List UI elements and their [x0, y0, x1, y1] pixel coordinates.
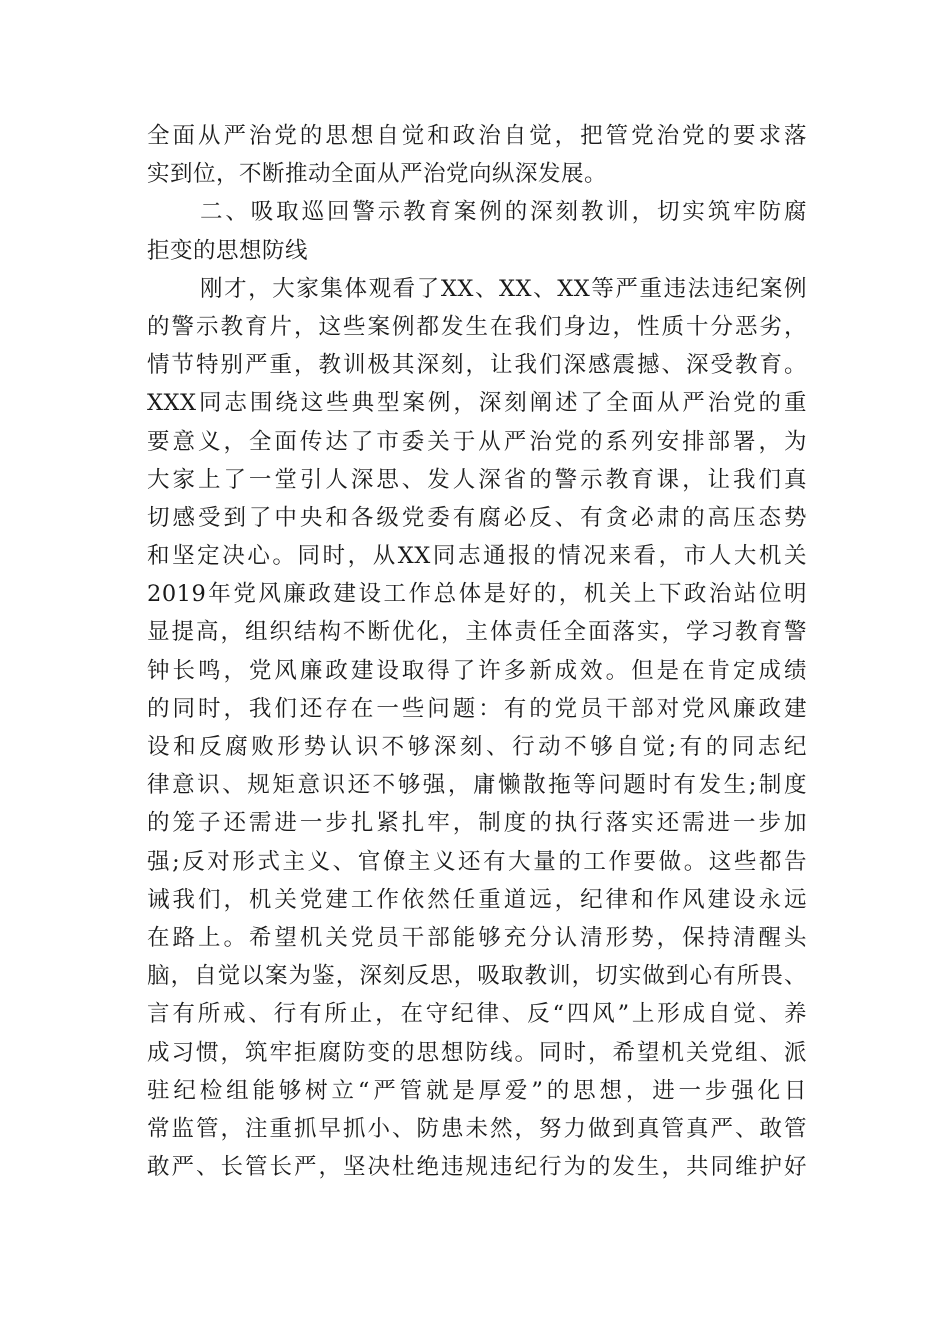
text-line-19: 的笼子还需进一步扎紧扎牢，制度的执行落实还需进一步加 [147, 810, 807, 837]
text-line-23: 脑，自觉以案为鉴，深刻反思，吸取教训，切实做到心有所畏、 [147, 963, 807, 990]
text-line-21: 诫我们，机关党建工作依然任重道远，纪律和作风建设永远 [147, 886, 807, 913]
section-heading-line-1: 二、吸取巡回警示教育案例的深刻教训，切实筑牢防腐 [200, 199, 807, 226]
text-line-16: 的同时，我们还存在一些问题：有的党员干部对党风廉政建 [147, 695, 807, 722]
text-line-22: 在路上。希望机关党员干部能够充分认清形势，保持清醒头 [147, 924, 807, 951]
text-line-14: 显提高，组织结构不断优化，主体责任全面落实，学习教育警 [147, 619, 807, 646]
text-line-25: 成习惯，筑牢拒腐防变的思想防线。同时，希望机关党组、派 [147, 1039, 807, 1066]
text-line-7: 情节特别严重，教训极其深刻，让我们深感震撼、深受教育。 [147, 352, 807, 379]
text-line-28: 敢严、长管长严，坚决杜绝违规违纪行为的发生，共同维护好 [147, 1154, 807, 1181]
text-line-11: 切感受到了中央和各级党委有腐必反、有贪必肃的高压态势 [147, 504, 807, 531]
text-line-17: 设和反腐败形势认识不够深刻、行动不够自觉;有的同志纪 [147, 734, 807, 760]
text-line-15: 钟长鸣，党风廉政建设取得了许多新成效。但是在肯定成绩 [147, 657, 807, 684]
text-line-27: 常监管，注重抓早抓小、防患未然，努力做到真管真严、敢管 [147, 1115, 807, 1142]
body-text [147, 117, 807, 1186]
text-line-26: 驻纪检组能够树立“严管就是厚爱”的思想，进一步强化日 [147, 1077, 807, 1104]
text-line-6: 的警示教育片，这些案例都发生在我们身边，性质十分恶劣， [147, 313, 807, 340]
text-line-8: XXX同志围绕这些典型案例，深刻阐述了全面从严治党的重 [147, 390, 807, 417]
text-line-9: 要意义，全面传达了市委关于从严治党的系列安排部署，为 [147, 428, 807, 455]
text-line-12: 和坚定决心。同时，从XX同志通报的情况来看，市人大机关 [147, 543, 807, 570]
text-line-1: 全面从严治党的思想自觉和政治自觉，把管党治党的要求落 [147, 123, 807, 149]
text-line-10: 大家上了一堂引人深思、发人深省的警示教育课，让我们真 [147, 466, 807, 493]
text-line-13: 2019年党风廉政建设工作总体是好的，机关上下政治站位明 [147, 581, 807, 608]
text-line-5: 刚才，大家集体观看了XX、XX、XX等严重违法违纪案例 [200, 275, 807, 302]
text-line-24: 言有所戒、行有所止，在守纪律、反“四风”上形成自觉、养 [147, 1001, 807, 1028]
text-line-2: 实到位，不断推动全面从严治党向纵深发展。 [147, 161, 608, 188]
text-line-18: 律意识、规矩意识还不够强，庸懒散拖等问题时有发生;制度 [147, 772, 807, 799]
text-line-20: 强;反对形式主义、官僚主义还有大量的工作要做。这些都告 [147, 848, 807, 875]
section-heading-line-2: 拒变的思想防线 [147, 237, 309, 264]
